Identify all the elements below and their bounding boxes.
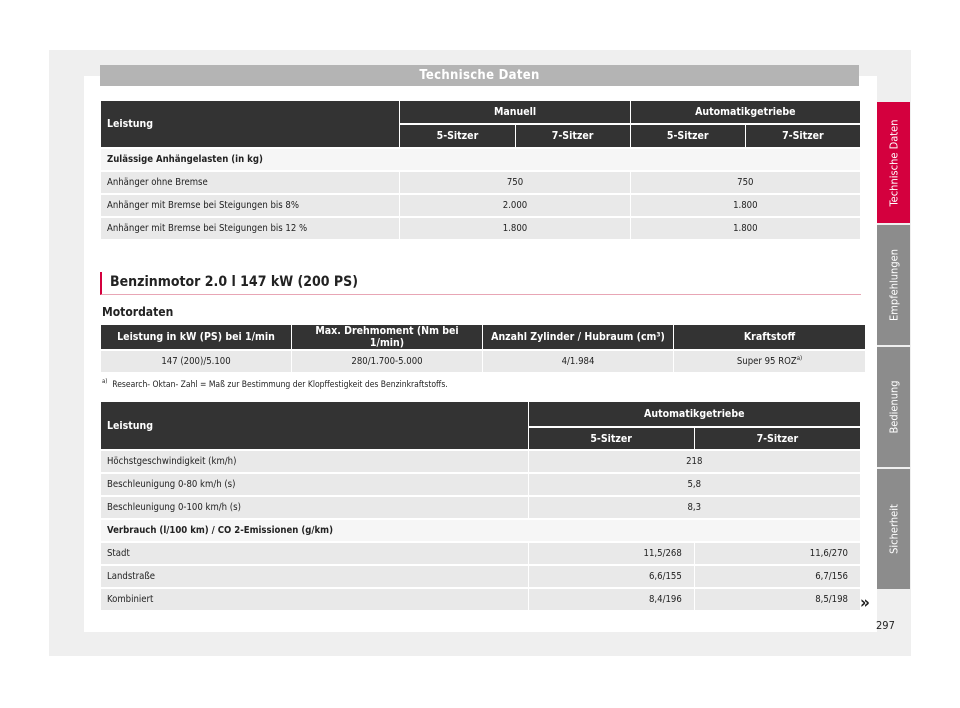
row-value: 8,5/198	[695, 589, 860, 610]
engine-value-fuel	[674, 351, 865, 372]
row-value: 218	[529, 451, 860, 472]
table-row	[101, 497, 860, 518]
row-value: 6,6/155	[529, 566, 694, 587]
section-heading-text: Benzinmotor 2.0 l 147 kW (200 PS)	[110, 274, 358, 290]
perf-col-label: Leistung	[101, 402, 528, 449]
row-value: 1.800	[631, 218, 860, 239]
side-tab-label: Sicherheit	[887, 504, 900, 554]
continue-mark: »	[860, 593, 870, 613]
chapter-header: Technische Daten	[100, 65, 859, 86]
row-label: Höchstgeschwindigkeit (km/h)	[101, 451, 528, 472]
row-value: 750	[631, 172, 860, 193]
row-label: Landstraße	[101, 566, 528, 587]
table-row	[101, 195, 860, 216]
row-label: Anhänger mit Bremse bei Steigungen bis 8%	[101, 195, 399, 216]
row-value: 5,8	[529, 474, 860, 495]
row-label: Beschleunigung 0-80 km/h (s)	[101, 474, 528, 495]
row-label: Kombiniert	[101, 589, 528, 610]
table-row	[101, 566, 860, 587]
side-tab-empfehlungen[interactable]	[877, 225, 910, 345]
perf-sub-header: 7-Sitzer	[695, 428, 860, 449]
footnote-mark: a)	[102, 378, 108, 385]
side-tab-sicherheit[interactable]	[877, 469, 910, 589]
engine-header: Anzahl Zylinder / Hubraum (cm³)	[483, 325, 673, 349]
engine-header: Max. Drehmoment (Nm bei 1/min)	[292, 325, 482, 349]
engine-header: Kraftstoff	[674, 325, 865, 349]
row-value: 6,7/156	[695, 566, 860, 587]
table-row	[101, 218, 860, 239]
table-row	[101, 543, 860, 564]
table-row	[101, 351, 865, 372]
row-value: 11,5/268	[529, 543, 694, 564]
engine-value: 147 (200)/5.100	[101, 351, 291, 372]
row-value: 8,3	[529, 497, 860, 518]
row-label: Anhänger mit Bremse bei Steigungen bis 12 %	[101, 218, 399, 239]
engine-value: 4/1.984	[483, 351, 673, 372]
motordaten-title: Motordaten	[102, 305, 174, 319]
trailer-sub-header: 7-Sitzer	[746, 125, 860, 147]
page-number: 297	[876, 619, 895, 632]
trailer-col-label: Leistung	[101, 101, 399, 147]
footnote	[102, 378, 448, 390]
fuel-footnote-mark: a)	[796, 355, 803, 363]
row-label: Beschleunigung 0-100 km/h (s)	[101, 497, 528, 518]
trailer-group-auto: Automatikgetriebe	[631, 101, 860, 123]
consumption-section-row: Verbrauch (l/100 km) / CO 2-Emissionen (g/km)	[101, 520, 860, 541]
trailer-sub-header: 7-Sitzer	[516, 125, 630, 147]
footnote-text: Research- Oktan- Zahl = Maß zur Bestimmung der Klopffestigkeit des Benzinkraftstoffs.	[112, 379, 448, 390]
perf-group-auto: Automatikgetriebe	[529, 402, 860, 426]
table-row	[101, 451, 860, 472]
trailer-group-manual: Manuell	[400, 101, 629, 123]
section-heading	[100, 272, 861, 295]
table-row	[101, 474, 860, 495]
trailer-sub-header: 5-Sitzer	[631, 125, 745, 147]
row-value: 11,6/270	[695, 543, 860, 564]
row-value: 1.800	[400, 218, 629, 239]
row-label: Anhänger ohne Bremse	[101, 172, 399, 193]
side-tab-label: Empfehlungen	[887, 249, 900, 321]
fuel-text: Super 95 ROZ	[736, 356, 797, 368]
table-row	[101, 589, 860, 610]
trailer-sub-header: 5-Sitzer	[400, 125, 514, 147]
row-label: Stadt	[101, 543, 528, 564]
side-tab-label: Bedienung	[887, 380, 900, 434]
engine-header: Leistung in kW (PS) bei 1/min	[101, 325, 291, 349]
trailer-section-row: Zulässige Anhängelasten (in kg)	[101, 149, 860, 170]
side-tab-bedienung[interactable]	[877, 347, 910, 467]
row-value: 8,4/196	[529, 589, 694, 610]
perf-sub-header: 5-Sitzer	[529, 428, 694, 449]
table-row	[101, 172, 860, 193]
row-value: 750	[400, 172, 629, 193]
row-value: 1.800	[631, 195, 860, 216]
side-tab-technische-daten[interactable]	[877, 102, 910, 223]
engine-data-table	[100, 323, 866, 374]
performance-table	[100, 400, 861, 612]
row-value: 2.000	[400, 195, 629, 216]
trailer-load-table	[100, 99, 861, 241]
engine-value: 280/1.700-5.000	[292, 351, 482, 372]
side-tab-label: Technische Daten	[887, 118, 900, 207]
